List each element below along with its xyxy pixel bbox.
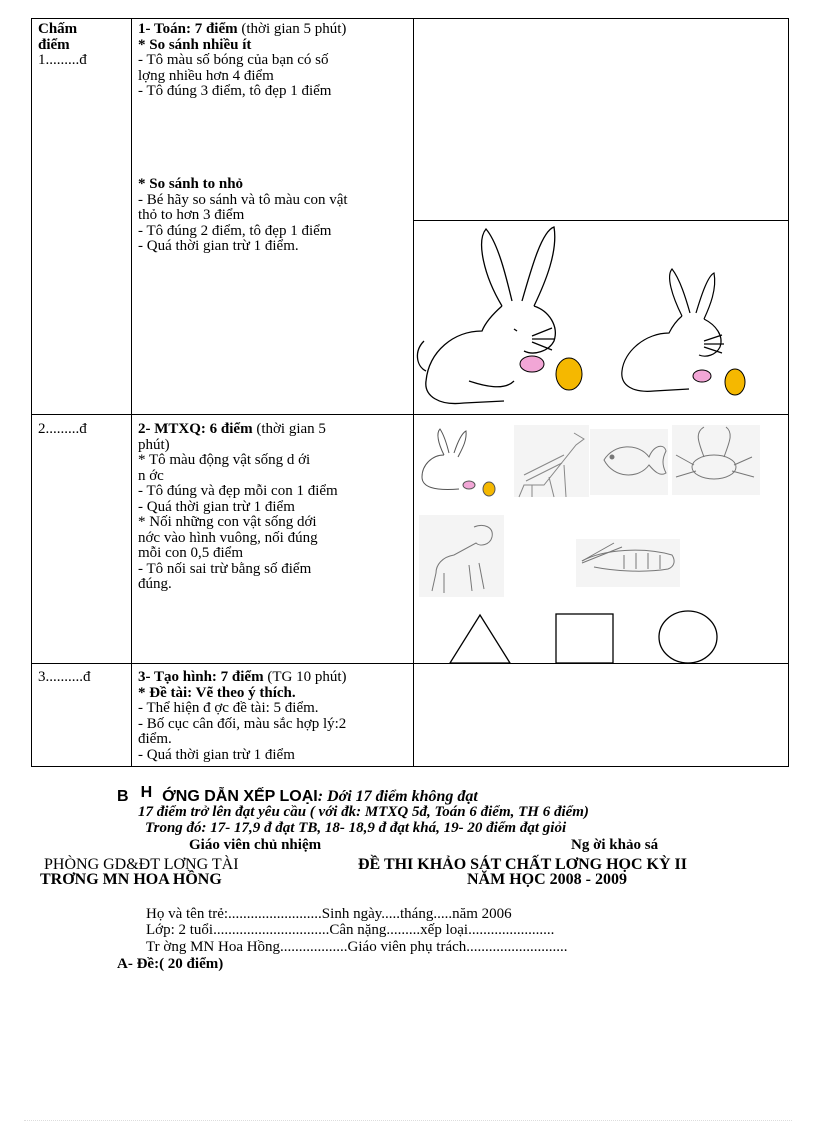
score-header-line-2: điểm — [38, 36, 70, 53]
grading-heading — [117, 784, 478, 805]
small-rabbit-egg — [725, 369, 745, 395]
student-info-school: Tr ờng MN Hoa Hồng..................Giáo viên phụ trách........................... — [146, 939, 568, 955]
row1-line: - Tô đúng 3 điểm, tô đẹp 1 điểm — [138, 83, 332, 99]
row1-title — [138, 22, 346, 38]
surveyor-label: Ng ời khảo sá — [571, 837, 659, 853]
table-border-left — [31, 18, 32, 767]
row1-line: * So sánh to nhỏ — [138, 176, 244, 192]
score-field-2: 2.........đ — [38, 421, 87, 437]
row1-criteria — [138, 22, 346, 100]
row2-title-bold: 2- MTXQ: 6 điểm — [138, 421, 253, 437]
row2-line: nớc vào hình vuông, nối đúng — [138, 529, 318, 546]
row2-line: * Tô màu động vật sống d ới — [138, 452, 311, 468]
row2-line: mỗi con 0,5 điểm — [138, 545, 243, 561]
table-border-bottom — [31, 766, 789, 767]
row2-line: - Quá thời gian trừ 1 điểm — [138, 498, 295, 515]
exam-title: ĐỀ THI KHẢO SÁT CHẤT LƠNG HỌC KỲ II — [358, 856, 687, 873]
dog-icon — [419, 515, 504, 597]
grading-heading-tail: : Dới 17 điểm không đạt — [317, 788, 478, 805]
row3-title — [138, 670, 347, 686]
row1-line: * So sánh nhiều ít — [138, 36, 252, 53]
row2-line: - Tô đúng và đẹp mỗi con 1 điểm — [138, 483, 338, 499]
rabbits-illustration — [414, 221, 788, 414]
shrimp-icon — [576, 539, 680, 587]
homeroom-teacher-label: Giáo viên chủ nhiệm — [189, 837, 322, 853]
crab-icon — [672, 425, 760, 495]
row2-title — [138, 422, 338, 438]
school-name: TRƠNG MN HOA HỒNG — [40, 871, 222, 888]
page-bottom-edge — [24, 1120, 792, 1121]
row2-line: n ớc — [138, 467, 164, 484]
row1-title-bold: 1- Toán: 7 điểm — [138, 21, 238, 37]
large-rabbit-bow — [520, 356, 544, 372]
table-row-divider-2 — [31, 663, 789, 664]
square-shape — [556, 614, 613, 663]
row1-line: lợng nhiều hơn 4 điểm — [138, 67, 274, 84]
section-a-title: A- Đề:( 20 điểm) — [117, 956, 224, 972]
animals-illustration — [414, 415, 788, 663]
row1-line: thỏ to hơn 3 điểm — [138, 207, 245, 223]
row3-line: - Thể hiện đ ợc đề tài: 5 điểm. — [138, 700, 319, 716]
score-field-1: 1.........đ — [38, 52, 87, 68]
row1-line: - Tô đúng 2 điểm, tô đẹp 1 điểm — [138, 222, 332, 239]
grading-heading-rest: ỚNG DẪN XẾP LOẠI — [162, 788, 318, 805]
row2-line: - Tô nối sai trừ bằng số điểm — [138, 560, 312, 577]
row2-line: * Nối những con vật sống dới — [138, 514, 317, 530]
grading-heading-h: H — [140, 784, 153, 801]
row1-line: - Bé hãy so sánh và tô màu con vật — [138, 191, 348, 208]
grading-rule-pass: 17 điểm trở lên đạt yêu cầu ( với đk: MTXQ 5đ, Toán 6 điểm, TH 6 điểm) — [138, 804, 589, 820]
row2-line: đúng. — [138, 576, 172, 592]
row2-criteria — [138, 422, 338, 593]
table-border-top — [31, 18, 789, 19]
grading-rule-levels: Trong đó: 17- 17,9 đ đạt TB, 18- 18,9 đ đạt khá, 19- 20 điểm đạt giỏi — [145, 820, 567, 836]
row3-criteria — [138, 670, 347, 763]
student-info-name: Họ và tên trẻ:.........................Sinh ngày.....tháng.....năm 2006 — [146, 906, 512, 922]
large-rabbit — [417, 227, 555, 404]
large-rabbit-egg — [556, 358, 582, 390]
score-header-line-1: Chấm — [38, 21, 78, 37]
rabbit-small-icon — [422, 429, 466, 490]
row1-line: - Quá thời gian trừ 1 điểm. — [138, 238, 299, 254]
giraffe-icon — [514, 425, 589, 497]
small-rabbit-bow — [693, 370, 711, 382]
row3-line: điểm. — [138, 731, 172, 747]
table-divider-col1 — [131, 18, 132, 767]
row1-criteria-compare-size — [138, 177, 348, 255]
row3-line: - Quá thời gian trừ 1 điểm — [138, 746, 295, 763]
row3-title-bold: 3- Tạo hình: 7 điểm — [138, 669, 264, 685]
table-border-right — [788, 18, 789, 767]
goldfish-icon — [590, 429, 668, 495]
rabbit-small-egg — [483, 482, 495, 496]
student-info-class: Lớp: 2 tuổi...............................Cân nặng.........xếp loại....................... — [146, 922, 555, 938]
row2-line: phút) — [138, 436, 170, 453]
school-year: NĂM HỌC 2008 - 2009 — [467, 871, 627, 888]
row3-line: - Bố cục cân đối, màu sắc hợp lý:2 — [138, 715, 347, 732]
row1-line: - Tô màu số bóng của bạn có số — [138, 52, 329, 68]
grading-heading-b: B — [117, 788, 129, 805]
row3-title-rest: (TG 10 phút) — [263, 669, 347, 685]
score-field-3: 3..........đ — [38, 669, 91, 685]
circle-shape — [659, 611, 717, 663]
row1-title-rest: (thời gian 5 phút) — [237, 21, 347, 37]
education-office: PHÒNG GD&ĐT LƠNG TÀI — [44, 856, 239, 873]
score-column-header — [38, 22, 87, 69]
row3-line: * Đề tài: Vẽ theo ý thích. — [138, 684, 296, 701]
rabbit-small-bow — [463, 481, 475, 489]
row2-title-rest: (thời gian 5 — [252, 421, 326, 437]
triangle-shape — [450, 615, 510, 663]
